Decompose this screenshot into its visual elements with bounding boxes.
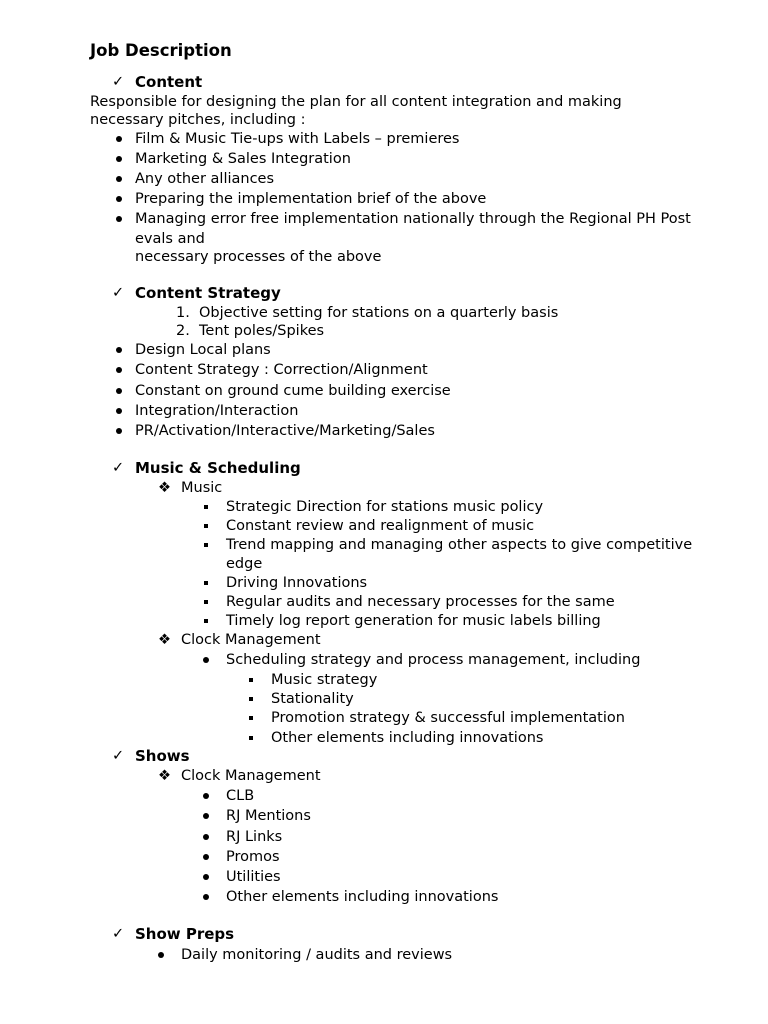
list-item: Content Strategy : Correction/Alignment	[135, 362, 428, 378]
bullet-icon	[203, 854, 209, 860]
diamond-bullet-icon: ❖	[158, 480, 171, 496]
list-item: Promos	[226, 849, 280, 865]
list-item: Strategic Direction for stations music policy	[226, 499, 544, 515]
bullet-icon	[116, 408, 122, 414]
section-heading-show-preps: Show Preps	[135, 925, 235, 943]
list-item: Scheduling strategy and process management, including	[226, 652, 641, 668]
square-bullet-icon	[204, 524, 208, 528]
bullet-icon	[203, 894, 209, 900]
bullet-icon	[116, 176, 122, 182]
checkmark-icon: ✓	[112, 748, 125, 764]
list-item: Daily monitoring / audits and reviews	[181, 947, 453, 963]
list-item: Constant review and realignment of music	[226, 518, 535, 534]
section-heading-shows: Shows	[135, 747, 190, 765]
list-item: Film & Music Tie-ups with Labels – premieres	[135, 131, 460, 147]
list-number: 2.	[176, 323, 190, 339]
list-item: Driving Innovations	[226, 575, 368, 591]
square-bullet-icon	[204, 619, 208, 623]
list-item: Other elements including innovations	[226, 889, 499, 905]
list-item: Constant on ground cume building exercise	[135, 383, 451, 399]
list-item: Trend mapping and managing other aspects to give competitive	[226, 537, 693, 553]
list-item-continuation: edge	[226, 556, 263, 572]
bullet-icon	[116, 367, 122, 373]
bullet-icon	[116, 216, 122, 222]
list-item: Timely log report generation for music labels billing	[226, 613, 601, 629]
list-item: RJ Links	[226, 829, 283, 845]
section-heading-music-scheduling: Music & Scheduling	[135, 459, 301, 477]
bullet-icon	[158, 952, 164, 958]
bullet-icon	[203, 813, 209, 819]
list-item: Preparing the implementation brief of the above	[135, 191, 487, 207]
diamond-bullet-icon: ❖	[158, 632, 171, 648]
subheading-music: Music	[181, 480, 223, 496]
bullet-icon	[203, 793, 209, 799]
diamond-bullet-icon: ❖	[158, 768, 171, 784]
square-bullet-icon	[204, 581, 208, 585]
list-item: PR/Activation/Interactive/Marketing/Sales	[135, 423, 435, 439]
list-item: Marketing & Sales Integration	[135, 151, 351, 167]
numbered-item: Objective setting for stations on a quarterly basis	[199, 305, 559, 321]
bullet-icon	[116, 156, 122, 162]
document-title: Job Description	[90, 41, 232, 60]
list-item: Other elements including innovations	[271, 730, 544, 746]
list-number: 1.	[176, 305, 190, 321]
list-item: Music strategy	[271, 672, 378, 688]
list-item: Design Local plans	[135, 342, 271, 358]
list-item: Regular audits and necessary processes for the same	[226, 594, 615, 610]
list-item: Stationality	[271, 691, 354, 707]
list-item-continuation: necessary processes of the above	[135, 249, 382, 265]
subheading-clock-management: Clock Management	[181, 632, 321, 648]
checkmark-icon: ✓	[112, 74, 125, 90]
square-bullet-icon	[249, 678, 253, 682]
list-item-continuation: evals and	[135, 231, 205, 247]
bullet-icon	[203, 874, 209, 880]
list-item: Integration/Interaction	[135, 403, 299, 419]
list-item: Promotion strategy & successful implementation	[271, 710, 625, 726]
bullet-icon	[116, 196, 122, 202]
list-item: Managing error free implementation nationally through the Regional PH Post	[135, 211, 691, 227]
checkmark-icon: ✓	[112, 926, 125, 942]
bullet-icon	[116, 347, 122, 353]
square-bullet-icon	[204, 543, 208, 547]
checkmark-icon: ✓	[112, 460, 125, 476]
section-heading-content: Content	[135, 73, 203, 91]
square-bullet-icon	[204, 600, 208, 604]
section-heading-content-strategy: Content Strategy	[135, 284, 281, 302]
square-bullet-icon	[249, 697, 253, 701]
square-bullet-icon	[249, 736, 253, 740]
bullet-icon	[203, 834, 209, 840]
bullet-icon	[116, 428, 122, 434]
bullet-icon	[116, 136, 122, 142]
numbered-item: Tent poles/Spikes	[199, 323, 325, 339]
square-bullet-icon	[249, 716, 253, 720]
bullet-icon	[116, 388, 122, 394]
content-intro-line: Responsible for designing the plan for all content integration and making	[90, 94, 622, 110]
list-item: CLB	[226, 788, 255, 804]
content-intro-line: necessary pitches, including :	[90, 112, 306, 128]
bullet-icon	[203, 657, 209, 663]
checkmark-icon: ✓	[112, 285, 125, 301]
list-item: Utilities	[226, 869, 281, 885]
square-bullet-icon	[204, 505, 208, 509]
subheading-clock-management: Clock Management	[181, 768, 321, 784]
list-item: RJ Mentions	[226, 808, 311, 824]
list-item: Any other alliances	[135, 171, 275, 187]
